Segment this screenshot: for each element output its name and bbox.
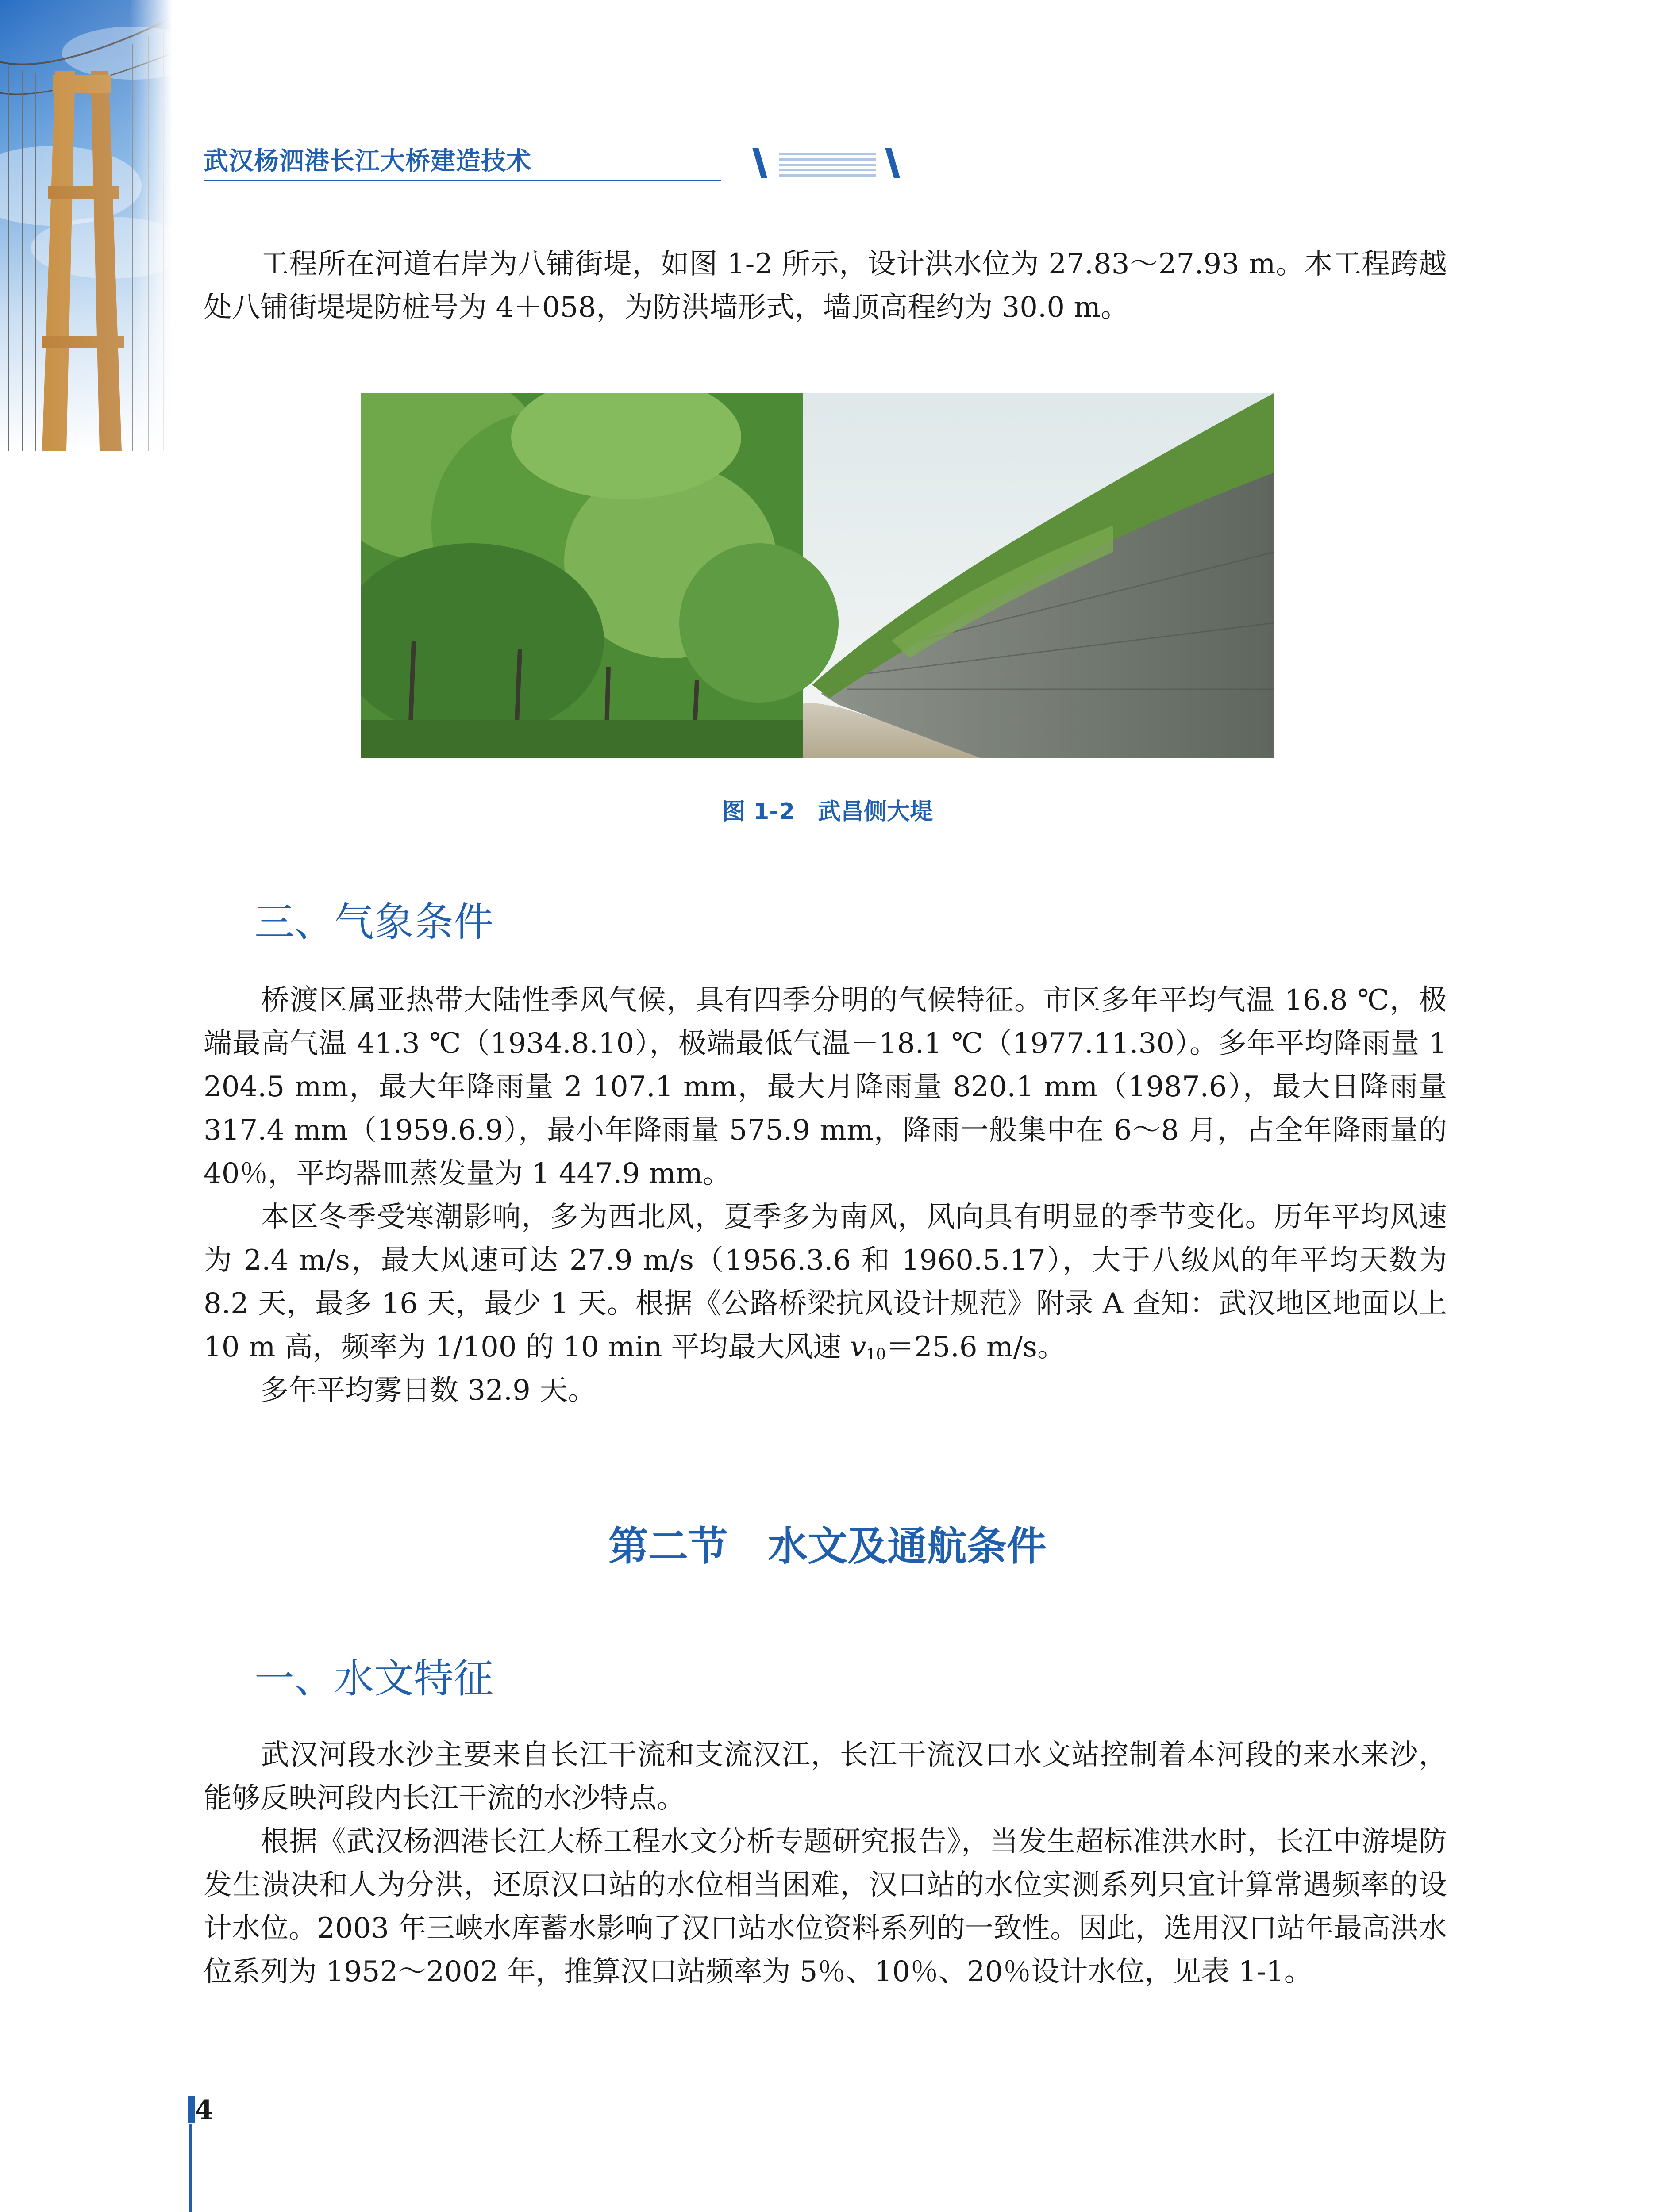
page-number-marker [188, 2096, 195, 2123]
running-header-rule [204, 180, 721, 181]
figure-caption: 图 1-2 武昌侧大堤 [722, 799, 933, 825]
section-heading: 第二节 水文及通航条件 [608, 1523, 1047, 1570]
meteorology-paragraph-2 [204, 1195, 1447, 1376]
hydrology-paragraph-2 [204, 1820, 1447, 1993]
meteorology-paragraph-3 [204, 1369, 1447, 1412]
intro-paragraph [204, 242, 1447, 329]
hydrology-heading: 一、水文特征 [254, 1655, 493, 1702]
running-header-title: 武汉杨泗港长江大桥建造技术 [204, 147, 531, 176]
running-header [204, 142, 721, 186]
meteorology-text-1: 桥渡区属亚热带大陆性季风气候，具有四季分明的气候特征。市区多年平均气温 16.8 ℃，极端最高气温 41.3 ℃（1934.8.10），极端最低气温－18.1 ℃（1977.11.30）。多年平均降雨量 1 204.5 mm，最大年降雨量 2 107.1 mm，最大月降雨量 820.1 mm（1987.6），最大日降雨量 317.4 mm（1959.6.9），最小年降雨量 575.9 mm，降雨一般集中在 6～8 月，占全年降雨量的 40％，平均器皿蒸发量为 1 447.9 mm。 [204, 984, 1447, 1190]
page-number: 4 [195, 2095, 213, 2126]
corner-bridge-image [0, 0, 173, 451]
wind-speed-subscript: 10 [866, 1345, 886, 1364]
meteorology-heading: 三、气象条件 [254, 899, 493, 945]
hydrology-paragraph-1 [204, 1733, 1447, 1820]
margin-rule [189, 2124, 192, 2212]
hydrology-text-2: 根据《武汉杨泗港长江大桥工程水文分析专题研究报告》，当发生超标准洪水时，长江中游堤防发生溃决和人为分洪，还原汉口站的水位相当困难，汉口站的水位实测系列只宜计算常遇频率的设计水位。2003 年三峡水库蓄水影响了汉口站水位资料系列的一致性。因此，选用汉口站年最高洪水位系列为 1952～2002 年，推算汉口站频率为 5％、10％、20％设计水位，见表 1-1。 [204, 1825, 1447, 1988]
meteorology-text-2b: ＝25.6 m/s。 [886, 1331, 1066, 1363]
wind-speed-variable: v [850, 1331, 866, 1363]
header-slash-decoration [752, 142, 912, 180]
embankment-photo [361, 393, 1274, 758]
intro-text: 工程所在河道右岸为八铺街堤，如图 1-2 所示，设计洪水位为 27.83～27.93 m。本工程跨越处八铺街堤堤防桩号为 4＋058，为防洪墙形式，墙顶高程约为 30.0 m。 [204, 248, 1447, 324]
meteorology-text-3: 多年平均雾日数 32.9 天。 [260, 1374, 597, 1407]
meteorology-text-2a: 本区冬季受寒潮影响，多为西北风，夏季多为南风，风向具有明显的季节变化。历年平均风速为 2.4 m/s，最大风速可达 27.9 m/s（1956.3.6 和 1960.5.17），大于八级风的年平均天数为 8.2 天，最多 16 天，最少 1 天。根据《公路桥梁抗风设计规范》附录 A 查知：武汉地区地面以上 10 m 高，频率为 1/100 的 10 min 平均最大风速 [204, 1201, 1447, 1363]
hydrology-text-1: 武汉河段水沙主要来自长江干流和支流汉江，长江干流汉口水文站控制着本河段的来水来沙，能够反映河段内长江干流的水沙特点。 [204, 1739, 1447, 1815]
meteorology-paragraph-1 [204, 979, 1447, 1195]
